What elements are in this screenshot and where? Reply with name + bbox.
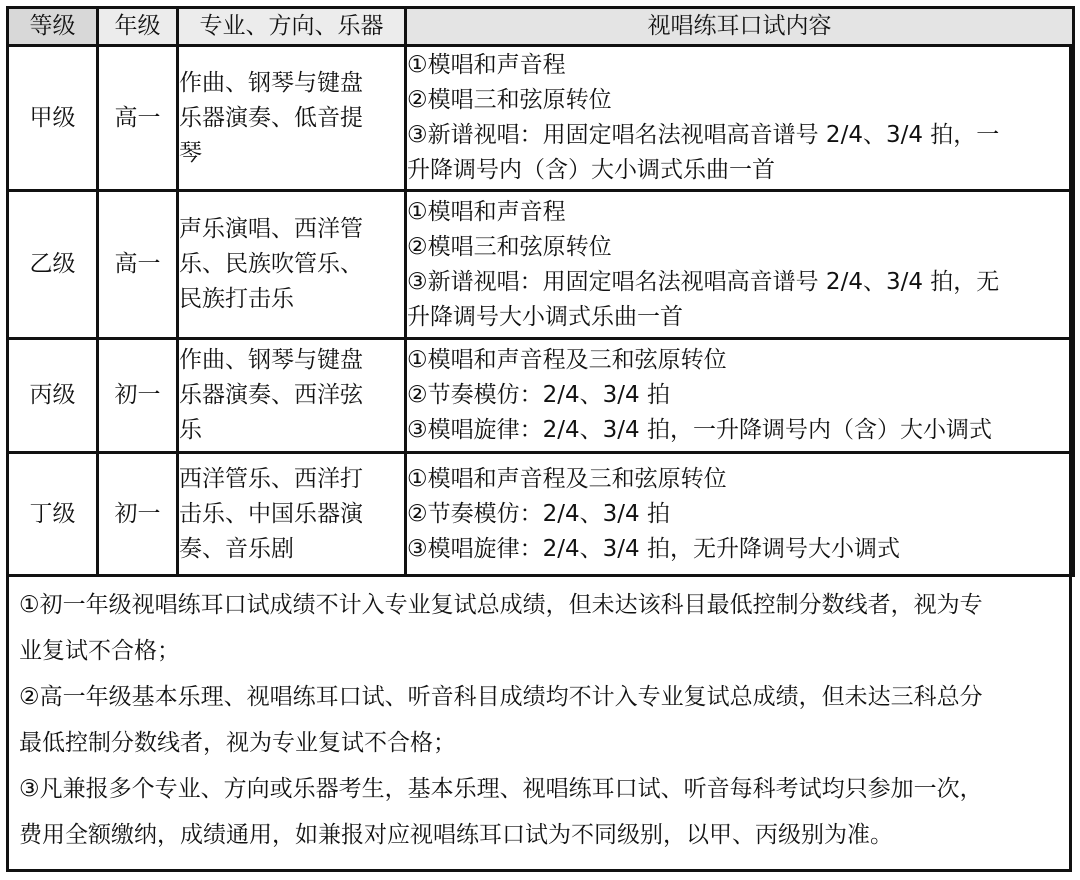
major-cell: [178, 46, 406, 191]
level-cell: 甲级: [8, 46, 98, 191]
major-line: 西洋管乐、西洋打: [179, 465, 363, 492]
major-line: 乐: [179, 417, 202, 443]
level-cell: 丙级: [8, 339, 98, 453]
content-line: ①模唱和声音程: [407, 52, 566, 78]
grade-cell: 高一: [98, 46, 178, 191]
notes-block: [9, 576, 1069, 869]
header-level: 等级: [8, 8, 98, 46]
content-cell: [406, 453, 1074, 576]
major-line: 乐器演奏、低音提: [179, 104, 363, 131]
table-row: [8, 191, 1074, 339]
major-cell: [178, 453, 406, 576]
content-line: ②节奏模仿：2/4、3/4 拍: [407, 382, 670, 408]
content-line: ③新谱视唱：用固定唱名法视唱高音谱号 2/4、3/4 拍，一: [407, 122, 1000, 148]
major-line: 击乐、中国乐器演: [179, 500, 363, 527]
note-line: 费用全额缴纳，成绩通用，如兼报对应视唱练耳口试为不同级别，以甲、丙级别为准。: [19, 822, 893, 848]
header-major: 专业、方向、乐器: [178, 8, 406, 46]
header-content: 视唱练耳口试内容: [406, 8, 1074, 46]
content-line: 升降调号大小调式乐曲一首: [407, 303, 683, 330]
note-line: ①初一年级视唱练耳口试成绩不计入专业复试总成绩，但未达该科目最低控制分数线者，视为专: [19, 592, 983, 618]
exam-content-table: [6, 6, 1075, 577]
major-line: 琴: [179, 139, 202, 166]
content-line: 升降调号内（含）大小调式乐曲一首: [407, 157, 775, 183]
content-cell: [406, 339, 1074, 453]
header-row: [8, 8, 1074, 46]
major-cell: [178, 339, 406, 453]
content-cell: [406, 191, 1074, 339]
grade-cell: 初一: [98, 339, 178, 453]
content-line: ③模唱旋律：2/4、3/4 拍，一升降调号内（含）大小调式: [407, 417, 992, 443]
table-row: [8, 339, 1074, 453]
note-line: ③凡兼报多个专业、方向或乐器考生，基本乐理、视唱练耳口试、听音每科考试均只参加一次，: [19, 776, 983, 802]
grade-cell: 初一: [98, 453, 178, 576]
major-line: 民族打击乐: [179, 286, 294, 312]
content-line: ②节奏模仿：2/4、3/4 拍: [407, 500, 670, 527]
content-line: ②模唱三和弦原转位: [407, 233, 612, 260]
content-line: ①模唱和声音程及三和弦原转位: [407, 347, 727, 373]
note-line: 业复试不合格；: [19, 638, 180, 664]
major-line: 奏、音乐剧: [179, 535, 294, 562]
table-row: [8, 46, 1074, 191]
major-line: 乐、民族吹管乐、: [179, 251, 363, 277]
major-cell: [178, 191, 406, 339]
note-line: ②高一年级基本乐理、视唱练耳口试、听音科目成绩均不计入专业复试总成绩，但未达三科总分: [19, 684, 983, 710]
table-row: [8, 453, 1074, 576]
level-cell: 丁级: [8, 453, 98, 576]
content-cell: [406, 46, 1074, 191]
header-grade: 年级: [98, 8, 178, 46]
content-line: ①模唱和声音程及三和弦原转位: [407, 465, 727, 492]
level-cell: 乙级: [8, 191, 98, 339]
content-line: ①模唱和声音程: [407, 198, 566, 225]
content-line: ③新谱视唱：用固定唱名法视唱高音谱号 2/4、3/4 拍，无: [407, 268, 1000, 295]
content-line: ③模唱旋律：2/4、3/4 拍，无升降调号大小调式: [407, 535, 900, 562]
major-line: 声乐演唱、西洋管: [179, 216, 363, 242]
content-line: ②模唱三和弦原转位: [407, 87, 612, 113]
major-line: 乐器演奏、西洋弦: [179, 382, 363, 408]
grade-cell: 高一: [98, 191, 178, 339]
major-line: 作曲、钢琴与键盘: [179, 69, 363, 96]
major-line: 作曲、钢琴与键盘: [179, 347, 363, 373]
note-line: 最低控制分数线者，视为专业复试不合格；: [19, 730, 456, 756]
